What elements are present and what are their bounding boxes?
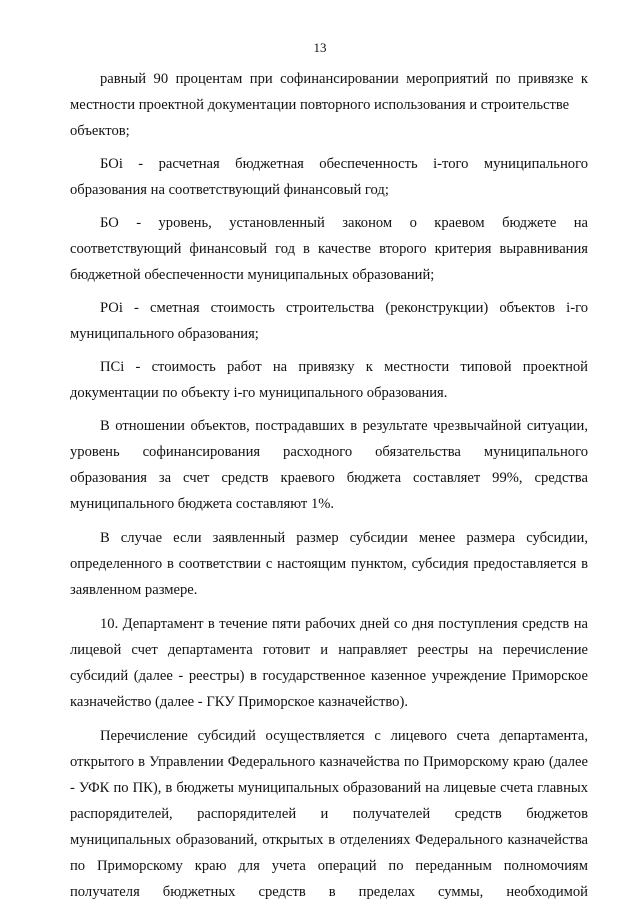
paragraph-1-tail: объектов; xyxy=(70,123,130,139)
page-number: 13 xyxy=(313,40,327,55)
paragraph-1-text: равный 90 процентам при софинансировании мероприятий по привязке к местности проектной документации повторного использования и строительстве xyxy=(70,71,588,113)
paragraph-1 xyxy=(70,66,588,144)
paragraph-4: РОi - сметная стоимость строительства (реконструкции) объектов i-го муниципального образования; xyxy=(70,300,588,342)
paragraph-9: Перечисление субсидий осуществляется с лицевого счета департамента, открытого в Управлении Федерального казначейства по Приморскому краю (далее - УФК по ПК), в бюджеты муниципальных образований на лицевые счета главных распорядителей, распорядителей и получателей средств бюджетов муниципальных образований, открытых в отделениях Федерального казначейства по Приморскому краю для учета операций по переданным полномочиям получателя бюджетных средств в пределах суммы, необходимой xyxy=(70,728,588,900)
paragraph-6: В отношении объектов, пострадавших в результате чрезвычайной ситуации, уровень софинансирования расходного обязательства муниципального образования за счет средств краевого бюджета составляет 99%, средства муниципального бюджета составляют 1%. xyxy=(70,418,588,512)
paragraph-7: В случае если заявленный размер субсидии менее размера субсидии, определенного в соответствии с настоящим пунктом, субсидия предоставляется в заявленном размере. xyxy=(70,530,588,598)
paragraph-8: 10. Департамент в течение пяти рабочих дней со дня поступления средств на лицевой счет департамента готовит и направляет реестры на перечисление субсидий (далее - реестры) в государственное казенное учреждение Приморское казначейство (далее - ГКУ Приморское казначейство). xyxy=(70,616,588,710)
paragraph-2: БОi - расчетная бюджетная обеспеченность i-того муниципального образования на соответствующий финансовый год; xyxy=(70,156,588,198)
paragraph-5: ПСi - стоимость работ на привязку к местности типовой проектной документации по объекту i-го муниципального образования. xyxy=(70,359,588,401)
paragraph-3: БО - уровень, установленный законом о краевом бюджете на соответствующий финансовый год в качестве второго критерия выравнивания бюджетной обеспеченности муниципальных образований; xyxy=(70,215,588,283)
document-body xyxy=(70,66,588,905)
